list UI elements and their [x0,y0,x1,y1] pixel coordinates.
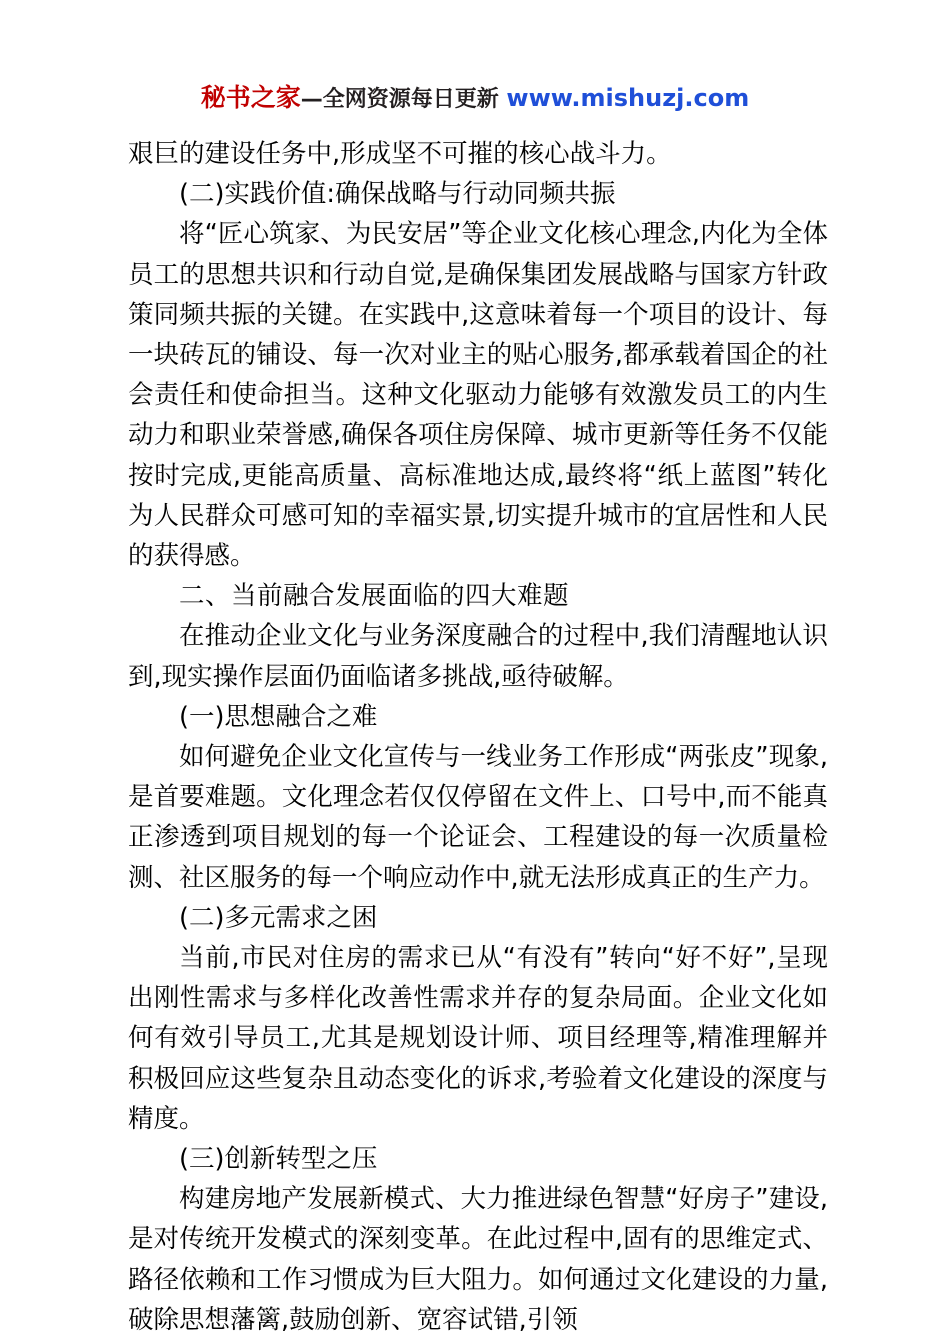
section-subheading: (三)创新转型之压 [179,1144,378,1175]
section-subheading: (二)实践价值:确保战略与行动同频共振 [179,179,616,210]
document-body [128,134,828,1340]
paragraph: 当前,市民对住房的需求已从“有没有”转向“好不好”,呈现出刚性需求与多样化改善性需求并存的复杂局面。企业文化如何有效引导员工,尤其是规划设计师、项目经理等,精准理解并积极回应这些复杂且动态变化的诉求,考验着文化建设的深度与精度。 [128,943,828,1134]
site-brand-name: 秘书之家 [200,83,301,112]
site-tagline: —全网资源每日更新 [300,87,507,112]
site-watermark-header [0,78,950,114]
site-url: www.mishuzj.com [506,84,750,112]
section-heading: 二、当前融合发展面临的四大难题 [179,581,570,612]
section-subheading: (二)多元需求之困 [179,902,378,933]
paragraph: 在推动企业文化与业务深度融合的过程中,我们清醒地认识到,现实操作层面仍面临诸多挑战,亟待破解。 [128,621,828,692]
section-subheading: (一)思想融合之难 [179,701,378,732]
paragraph: 构建房地产发展新模式、大力推进绿色智慧“好房子”建设,是对传统开发模式的深刻变革。在此过程中,固有的思维定式、路径依赖和工作习惯成为巨大阻力。如何通过文化建设的力量,破除思想藩篱,鼓励创新、宽容试错,引领 [128,1184,828,1335]
paragraph: 如何避免企业文化宣传与一线业务工作形成“两张皮”现象,是首要难题。文化理念若仅仅停留在文件上、口号中,而不能真正渗透到项目规划的每一个论证会、工程建设的每一次质量检测、社区服务的每一个响应动作中,就无法形成真正的生产力。 [128,742,828,893]
paragraph-continuation: 艰巨的建设任务中,形成坚不可摧的核心战斗力。 [128,139,672,169]
paragraph: 将“匠心筑家、为民安居”等企业文化核心理念,内化为全体员工的思想共识和行动自觉,是确保集团发展战略与国家方针政策同频共振的关键。在实践中,这意味着每一个项目的设计、每一块砖瓦的铺设、每一次对业主的贴心服务,都承载着国企的社会责任和使命担当。这种文化驱动力能够有效激发员工的内生动力和职业荣誉感,确保各项住房保障、城市更新等任务不仅能按时完成,更能高质量、高标准地达成,最终将“纸上蓝图”转化为人民群众可感可知的幸福实景,切实提升城市的宜居性和人民的获得感。 [128,219,828,572]
